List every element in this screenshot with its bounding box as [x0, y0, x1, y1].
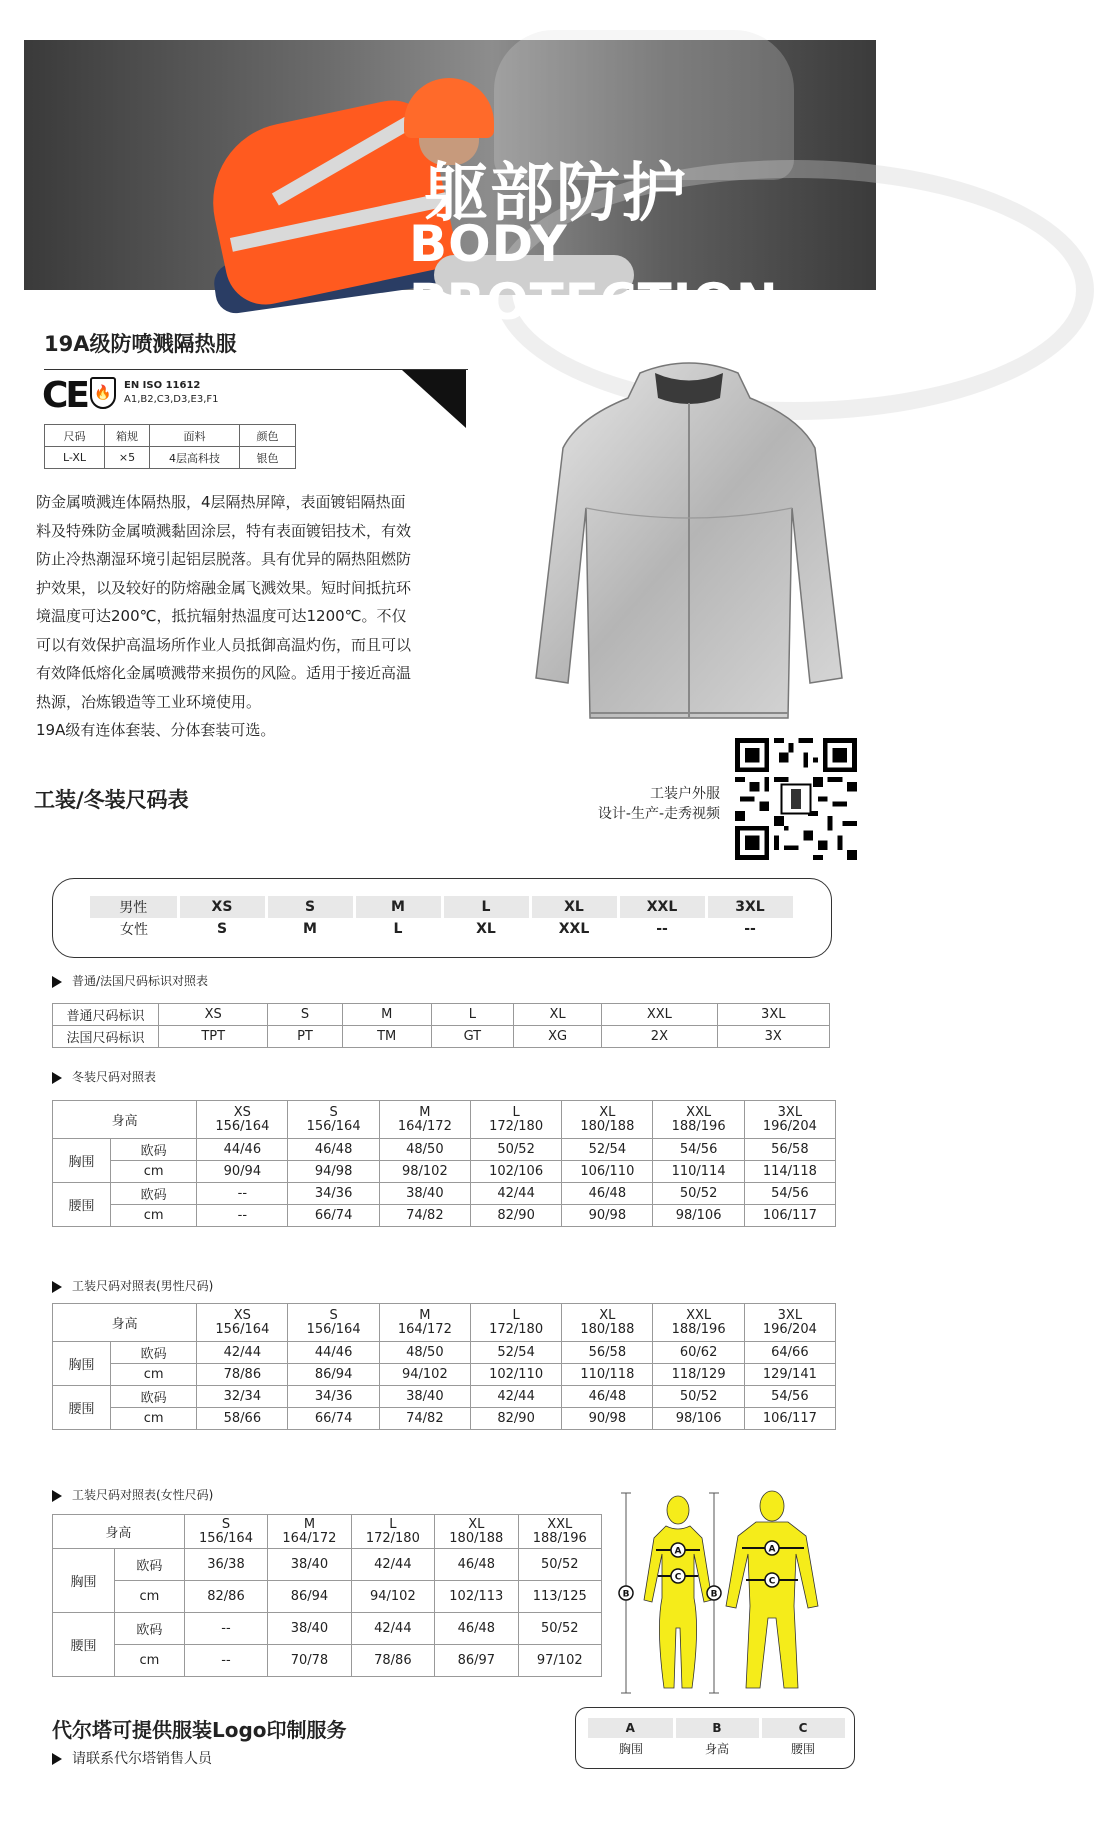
standard-name: EN ISO 11612: [124, 380, 201, 391]
corner-triangle-decoration: [402, 370, 466, 428]
size-code: S: [221, 1516, 231, 1532]
height-range: 172/180: [365, 1530, 420, 1546]
unit-label: 欧码: [115, 1613, 185, 1645]
size-code: XL: [599, 1307, 616, 1323]
height-range: 188/196: [532, 1530, 587, 1546]
unit-label: 欧码: [115, 1549, 185, 1581]
spec-value: L-XL: [45, 447, 105, 469]
size-header: [184, 1515, 267, 1549]
table-cell: 52/54: [562, 1139, 653, 1161]
table-cell: 36/38: [184, 1549, 267, 1581]
section-heading-fr: [52, 972, 208, 989]
size-code: 3XL: [777, 1307, 803, 1323]
measure-label: 胸围: [53, 1342, 111, 1386]
banner-title-en: BODY PROTECTION: [409, 215, 779, 331]
measure-label: 腰围: [53, 1386, 111, 1430]
unit-label: cm: [111, 1408, 197, 1430]
description-line: 料及特殊防金属喷溅黏固涂层，特有表面镀铝技术，有效: [36, 521, 412, 540]
description-line: 防止冷热潮湿环境引起铝层脱落。具有优异的隔热阻燃防: [36, 550, 412, 568]
size-header: [268, 1515, 351, 1549]
table-cell: 34/36: [288, 1386, 379, 1408]
legend-meaning: 身高: [704, 1741, 729, 1756]
table-cell: L: [431, 1004, 513, 1026]
unit-label: cm: [111, 1364, 197, 1386]
size-header: [653, 1101, 744, 1139]
female-size-table: [52, 1514, 602, 1677]
unit-label: 欧码: [111, 1386, 197, 1408]
triangle-bullet-icon: [52, 1072, 62, 1084]
table-cell: 44/46: [197, 1139, 288, 1161]
height-range: 164/172: [397, 1118, 452, 1134]
size-header: [653, 1304, 744, 1342]
table-cell: TM: [342, 1026, 431, 1048]
standard-codes: A1,B2,C3,D3,E3,F1: [124, 394, 219, 405]
table-cell: 48/50: [379, 1342, 470, 1364]
triangle-bullet-icon: [52, 1281, 62, 1293]
table-cell: --: [197, 1183, 288, 1205]
size-header: [288, 1304, 379, 1342]
section-heading-male: [52, 1277, 213, 1294]
height-range: 156/164: [215, 1118, 270, 1134]
spec-header: 颜色: [240, 425, 296, 447]
table-cell: 74/82: [379, 1408, 470, 1430]
table-cell: 82/90: [470, 1408, 561, 1430]
table-cell: XL: [513, 1004, 601, 1026]
table-cell: 54/56: [744, 1183, 835, 1205]
table-cell: TPT: [159, 1026, 268, 1048]
table-cell: --: [184, 1645, 267, 1677]
row-label: 法国尺码标识: [53, 1026, 159, 1048]
size-header: [435, 1515, 518, 1549]
flame-shield-icon: 🔥: [90, 377, 116, 409]
size-header: [518, 1515, 601, 1549]
height-range: 196/204: [762, 1321, 817, 1337]
table-cell: 50/52: [653, 1183, 744, 1205]
section-title: 普通/法国尺码标识对照表: [72, 974, 209, 988]
figure-marker-letter: B: [710, 1589, 718, 1600]
height-range: 156/164: [215, 1321, 270, 1337]
size-header: [197, 1304, 288, 1342]
logo-service-title: 代尔塔可提供服装Logo印制服务: [52, 1718, 347, 1742]
legend-letter: C: [760, 1718, 846, 1738]
table-cell: 106/117: [744, 1205, 835, 1227]
size-code: S: [329, 1307, 338, 1323]
spec-header: 箱规: [105, 425, 150, 447]
table-cell: 102/110: [470, 1364, 561, 1386]
section-title: 工装尺码对照表(男性尺码): [72, 1279, 214, 1293]
table-cell: PT: [268, 1026, 342, 1048]
measure-label: 胸围: [53, 1549, 115, 1613]
description-line: 可以有效保护高温场所作业人员抵御高温灼伤，而且可以: [36, 635, 412, 654]
table-cell: 106/110: [562, 1161, 653, 1183]
figure-marker-letter: C: [674, 1572, 682, 1583]
male-size: L: [442, 896, 530, 918]
table-cell: 46/48: [288, 1139, 379, 1161]
table-cell: 114/118: [744, 1161, 835, 1183]
size-code: M: [419, 1104, 431, 1120]
measure-legend-table: [588, 1718, 848, 1758]
size-chart-title: 工装/冬装尺码表: [34, 788, 189, 812]
table-cell: 94/102: [351, 1581, 434, 1613]
qr-caption: [570, 784, 720, 824]
table-cell: 110/114: [653, 1161, 744, 1183]
height-range: 180/188: [580, 1321, 635, 1337]
table-cell: 50/52: [518, 1549, 601, 1581]
table-cell: 78/86: [197, 1364, 288, 1386]
description-line: 护效果，以及较好的防熔融金属飞溅效果。短时间抵抗环: [36, 578, 412, 597]
table-cell: 98/106: [653, 1408, 744, 1430]
table-cell: 42/44: [197, 1342, 288, 1364]
height-range: 188/196: [671, 1118, 726, 1134]
safety-helmet: [404, 78, 494, 138]
table-cell: 56/58: [744, 1139, 835, 1161]
table-cell: 38/40: [268, 1613, 351, 1645]
size-code: XXL: [547, 1516, 573, 1532]
table-cell: 54/56: [744, 1386, 835, 1408]
gender-label: 男性: [90, 896, 178, 918]
unit-label: 欧码: [111, 1342, 197, 1364]
size-header: [379, 1304, 470, 1342]
table-cell: 82/90: [470, 1205, 561, 1227]
table-cell: 97/102: [518, 1645, 601, 1677]
height-range: 180/188: [449, 1530, 504, 1546]
table-cell: 94/98: [288, 1161, 379, 1183]
measure-label: 腰围: [53, 1183, 111, 1227]
triangle-bullet-icon: [52, 1490, 62, 1502]
table-cell: 70/78: [268, 1645, 351, 1677]
unit-label: 欧码: [111, 1139, 197, 1161]
table-cell: 64/66: [744, 1342, 835, 1364]
size-code: M: [419, 1307, 431, 1323]
table-cell: GT: [431, 1026, 513, 1048]
body-measurement-figures: [618, 1488, 828, 1698]
spec-value: 4层高科技: [150, 447, 240, 469]
female-size: L: [393, 921, 403, 937]
male-size-table: [52, 1303, 836, 1430]
size-code: S: [329, 1104, 338, 1120]
table-cell: M: [342, 1004, 431, 1026]
table-cell: 34/36: [288, 1183, 379, 1205]
table-cell: 3X: [717, 1026, 829, 1048]
size-header: [379, 1101, 470, 1139]
qr-caption-line: 工装户外服: [650, 786, 720, 802]
table-cell: 106/117: [744, 1408, 835, 1430]
unit-label: cm: [115, 1645, 185, 1677]
description-line: 防金属喷溅连体隔热服，4层隔热屏障，表面镀铝隔热面: [36, 493, 406, 511]
table-cell: 118/129: [653, 1364, 744, 1386]
table-cell: 86/97: [435, 1645, 518, 1677]
table-cell: 38/40: [379, 1386, 470, 1408]
female-size: XL: [476, 921, 496, 937]
figure-marker-letter: A: [768, 1544, 776, 1555]
size-code: XXL: [686, 1104, 712, 1120]
table-cell: 60/62: [653, 1342, 744, 1364]
gender-size-table: [90, 896, 796, 940]
height-range: 156/164: [198, 1530, 253, 1546]
table-cell: --: [197, 1205, 288, 1227]
row-label: 普通尺码标识: [53, 1004, 159, 1026]
table-cell: XXL: [602, 1004, 717, 1026]
male-size: XL: [530, 896, 618, 918]
table-cell: 66/74: [288, 1205, 379, 1227]
male-size: M: [354, 896, 442, 918]
table-cell: 44/46: [288, 1342, 379, 1364]
table-cell: 46/48: [435, 1613, 518, 1645]
table-cell: 86/94: [288, 1364, 379, 1386]
table-cell: 90/94: [197, 1161, 288, 1183]
table-cell: S: [268, 1004, 342, 1026]
unit-label: 欧码: [111, 1183, 197, 1205]
product-title: 19A级防喷溅隔热服: [44, 332, 237, 356]
table-cell: 56/58: [562, 1342, 653, 1364]
table-cell: 98/106: [653, 1205, 744, 1227]
height-header: 身高: [53, 1304, 197, 1342]
table-cell: 42/44: [351, 1613, 434, 1645]
table-cell: 90/98: [562, 1408, 653, 1430]
section-heading-female: [52, 1486, 213, 1503]
table-cell: 3XL: [717, 1004, 829, 1026]
size-code: XL: [468, 1516, 485, 1532]
size-header: [562, 1101, 653, 1139]
table-cell: 2X: [602, 1026, 717, 1048]
table-cell: 102/113: [435, 1581, 518, 1613]
unit-label: cm: [111, 1161, 197, 1183]
size-code: XS: [233, 1104, 251, 1120]
table-cell: 42/44: [470, 1386, 561, 1408]
winter-size-table: [52, 1100, 836, 1227]
female-size: M: [303, 921, 317, 937]
table-cell: 46/48: [562, 1183, 653, 1205]
table-cell: 113/125: [518, 1581, 601, 1613]
height-range: 164/172: [397, 1321, 452, 1337]
height-range: 156/164: [306, 1118, 361, 1134]
table-cell: 38/40: [379, 1183, 470, 1205]
table-cell: 42/44: [470, 1183, 561, 1205]
size-header: [744, 1101, 835, 1139]
measure-label: 腰围: [53, 1613, 115, 1677]
table-cell: 48/50: [379, 1139, 470, 1161]
male-size: 3XL: [706, 896, 794, 918]
female-size: --: [656, 921, 668, 937]
size-header: [744, 1304, 835, 1342]
size-code: XL: [599, 1104, 616, 1120]
male-size: XXL: [618, 896, 706, 918]
table-cell: 52/54: [470, 1342, 561, 1364]
table-cell: 32/34: [197, 1386, 288, 1408]
size-header: [288, 1101, 379, 1139]
description-line: 热源，冶炼锻造等工业环境使用。: [36, 692, 262, 711]
female-size: --: [744, 921, 756, 937]
size-header: [351, 1515, 434, 1549]
spec-value: ×5: [105, 447, 150, 469]
size-code: XXL: [686, 1307, 712, 1323]
table-cell: 102/106: [470, 1161, 561, 1183]
size-code: XS: [233, 1307, 251, 1323]
height-range: 156/164: [306, 1321, 361, 1337]
figure-marker-letter: C: [768, 1576, 776, 1587]
banner-title-cn: 躯部防护: [424, 157, 688, 231]
table-cell: 50/52: [653, 1386, 744, 1408]
description-line: 有效降低熔化金属喷溅带来损伤的风险。适用于接近高温: [36, 664, 412, 682]
legend-meaning: 腰围: [790, 1741, 815, 1756]
size-code: L: [512, 1104, 520, 1120]
aluminized-jacket-image: [530, 358, 848, 728]
description-line: 19A级有连体套装、分体套装可选。: [36, 721, 276, 739]
table-cell: 94/102: [379, 1364, 470, 1386]
qr-caption-line: 设计-生产-走秀视频: [597, 806, 720, 822]
section-title: 冬装尺码对照表: [72, 1070, 157, 1084]
table-cell: 98/102: [379, 1161, 470, 1183]
size-header: [562, 1304, 653, 1342]
table-cell: 110/118: [562, 1364, 653, 1386]
table-cell: 42/44: [351, 1549, 434, 1581]
height-header: 身高: [53, 1101, 197, 1139]
measure-label: 胸围: [53, 1139, 111, 1183]
size-header: [470, 1101, 561, 1139]
table-cell: 129/141: [744, 1364, 835, 1386]
spec-header: 尺码: [45, 425, 105, 447]
table-cell: 58/66: [197, 1408, 288, 1430]
note-text: 请联系代尔塔销售人员: [72, 1751, 212, 1767]
gender-label: 女性: [120, 922, 148, 938]
legend-meaning: 胸围: [618, 1741, 643, 1756]
table-cell: 90/98: [562, 1205, 653, 1227]
table-cell: XS: [159, 1004, 268, 1026]
description-line: 境温度可达200℃，抵抗辐射热温度可达1200℃。不仅: [36, 607, 407, 625]
size-code: L: [389, 1516, 397, 1532]
triangle-bullet-icon: [52, 976, 62, 988]
table-cell: 46/48: [562, 1386, 653, 1408]
table-cell: 54/56: [653, 1139, 744, 1161]
size-header: [197, 1101, 288, 1139]
height-range: 196/204: [762, 1118, 817, 1134]
table-cell: 74/82: [379, 1205, 470, 1227]
size-header: [470, 1304, 561, 1342]
table-cell: 46/48: [435, 1549, 518, 1581]
height-range: 188/196: [671, 1321, 726, 1337]
table-cell: 78/86: [351, 1645, 434, 1677]
legend-letter: A: [588, 1718, 674, 1738]
figure-marker-letter: A: [674, 1546, 682, 1557]
male-size: XS: [178, 896, 266, 918]
table-cell: XG: [513, 1026, 601, 1048]
logo-service-note: [52, 1748, 212, 1768]
size-code: M: [303, 1516, 316, 1532]
table-cell: 50/52: [470, 1139, 561, 1161]
table-cell: 50/52: [518, 1613, 601, 1645]
size-code: L: [512, 1307, 520, 1323]
table-cell: --: [184, 1613, 267, 1645]
fr-size-table: [52, 1003, 830, 1048]
qr-code[interactable]: [735, 738, 857, 860]
triangle-bullet-icon: [52, 1753, 62, 1765]
hero-banner: [24, 40, 876, 331]
unit-label: cm: [111, 1205, 197, 1227]
female-size: S: [216, 921, 228, 937]
height-range: 180/188: [580, 1118, 635, 1134]
female-size: XXL: [558, 921, 590, 937]
section-title: 工装尺码对照表(女性尺码): [72, 1488, 214, 1502]
legend-letter: B: [674, 1718, 760, 1738]
table-cell: 82/86: [184, 1581, 267, 1613]
height-header: 身高: [53, 1515, 185, 1549]
ce-mark-icon: CE: [42, 375, 88, 416]
table-cell: 86/94: [268, 1581, 351, 1613]
spec-header: 面料: [150, 425, 240, 447]
spec-table: [44, 424, 296, 469]
figure-marker-letter: B: [622, 1589, 630, 1600]
table-cell: 38/40: [268, 1549, 351, 1581]
spec-value: 银色: [240, 447, 296, 469]
product-description: [36, 488, 464, 745]
unit-label: cm: [115, 1581, 185, 1613]
size-code: 3XL: [777, 1104, 803, 1120]
height-range: 164/172: [282, 1530, 337, 1546]
male-size: S: [266, 896, 354, 918]
section-heading-winter: [52, 1068, 156, 1085]
height-range: 172/180: [489, 1118, 544, 1134]
table-cell: 66/74: [288, 1408, 379, 1430]
height-range: 172/180: [489, 1321, 544, 1337]
